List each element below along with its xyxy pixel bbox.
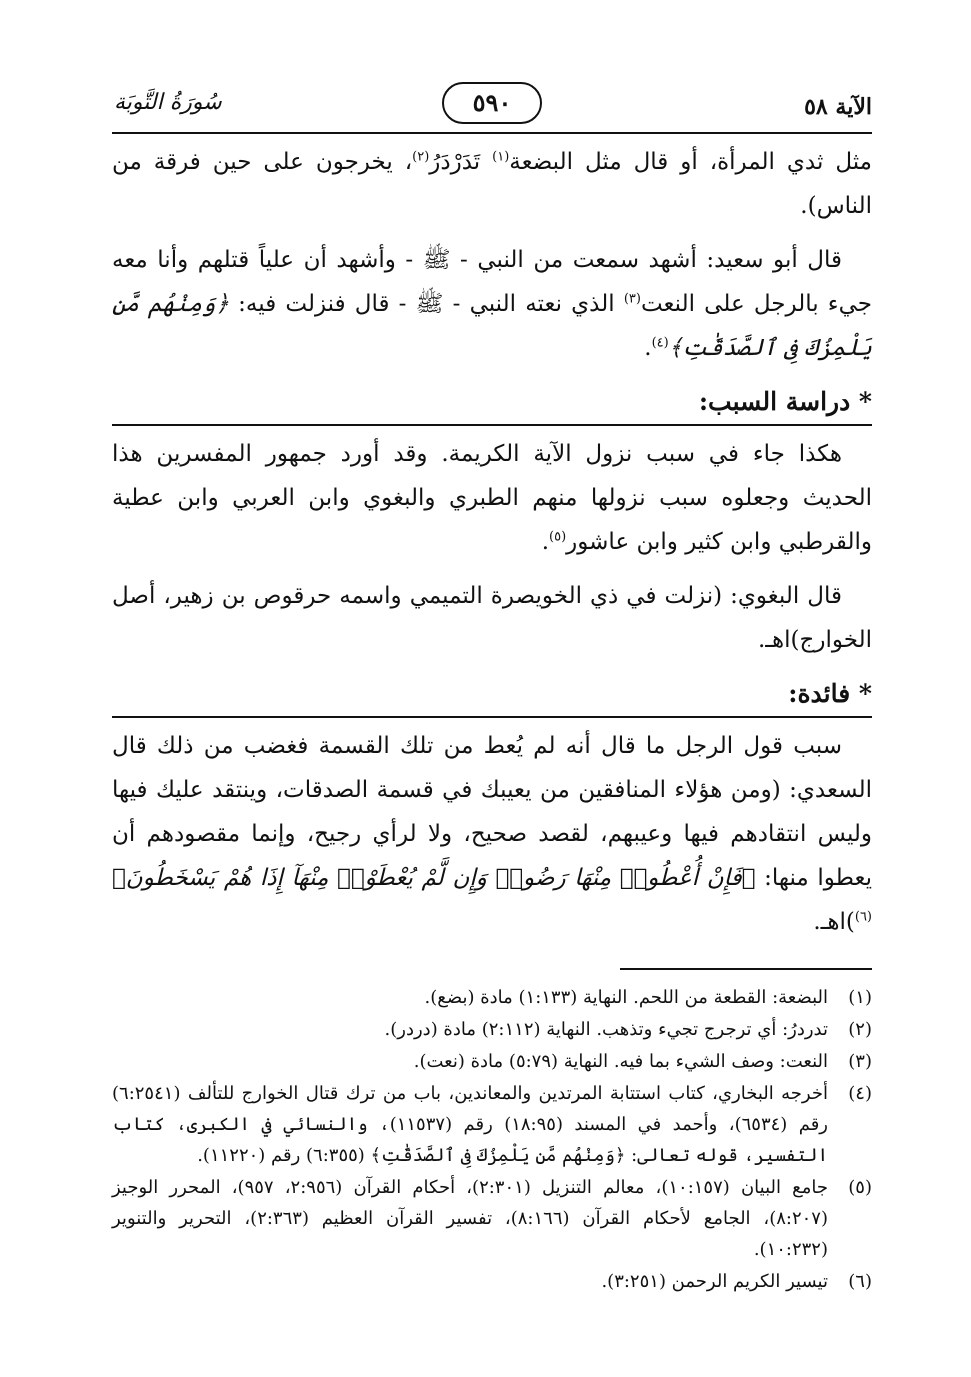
text-segment: مثل ثدي المرأة، أو قال مثل البضعة bbox=[509, 149, 873, 175]
footnote-ref[interactable]: (١) bbox=[492, 149, 510, 165]
paragraph bbox=[112, 238, 872, 370]
text-segment: ، يخرجون على حين فرقة من الناس). bbox=[112, 149, 872, 219]
paragraph: قال البغوي: (نزلت في ذي الخويصرة التميمي واسمه حرقوص بن زهير، أصل الخوارج)اهـ. bbox=[112, 583, 872, 653]
footnote bbox=[112, 982, 872, 1013]
footnote bbox=[112, 1078, 872, 1171]
footnote-number: (٦) bbox=[848, 1271, 872, 1292]
footnote-text: النعت: وصف الشيء بما فيه. النهاية (٥:٧٩) مادة (نعت). bbox=[413, 1051, 828, 1072]
paragraph bbox=[112, 724, 872, 944]
page-number: ٥٩٠ bbox=[442, 82, 542, 124]
text-segment: . bbox=[541, 529, 550, 555]
footnote bbox=[112, 1014, 872, 1045]
footnote-number: (٢) bbox=[848, 1019, 872, 1040]
footnote-ref[interactable]: (٤) bbox=[651, 335, 669, 351]
verse-label: الآية ٥٨ bbox=[804, 94, 872, 120]
footnotes bbox=[112, 982, 872, 1297]
paragraph bbox=[112, 432, 872, 564]
book-page bbox=[112, 74, 872, 1304]
footnote-ref[interactable]: (٣) bbox=[623, 291, 641, 307]
text-segment: )اهـ. bbox=[813, 909, 855, 935]
footnote-text: أخرجه البخاري، كتاب استتابة المرتدين والمعاندين، باب من ترك قتال الخوارج للتألف (٦:٢٥٤١) رقم (٦٥٣٤)، وأحمد في المسند (١٨:٩٥) رقم (١١٥٣٧)، والنسائي في الكبرى، كتاب التفسير، قوله تعالى: ﴿وَمِنْهُم مَّن يَلْمِزُكَ فِى ٱلصَّدَقَٰتِ﴾ (٦:٣٥٥) رقم (١١٢٢٠). bbox=[112, 1083, 828, 1166]
footnote-text: تيسير الكريم الرحمن (٣:٢٥١). bbox=[601, 1271, 828, 1292]
text-segment: . bbox=[644, 335, 652, 361]
footnote-number: (٤) bbox=[848, 1083, 872, 1104]
main-text bbox=[112, 140, 872, 944]
text-segment: قال أبو سعيد: أشهد سمعت من النبي - ﷺ - وأشهد أن علياً قتلهم وأنا معه جيء بالرجل على النعت bbox=[112, 247, 872, 317]
footnote bbox=[112, 1172, 872, 1265]
text-segment: الذي نعته النبي - ﷺ - قال فنزلت فيه: bbox=[229, 291, 624, 317]
text-segment: سبب قول الرجل ما قال أنه لم يُعط من تلك القسمة فغضب من ذلك قال السعدي: (ومن هؤلاء المنافقين من يعيبك في قسمة الصدقات، وينتقد عليك فيها وليس انتقادهم فيها وعيبهم، لقصد صحيح، ولا لرأي رجيح، وإنما مقصودهم أن يعطوا منها: bbox=[112, 733, 872, 891]
section-heading: * دراسة السبب: bbox=[698, 387, 872, 416]
footnote-number: (٣) bbox=[848, 1051, 872, 1072]
section-heading-wrap bbox=[112, 380, 872, 426]
footnote-text: تدردرُ: أي ترجرج تجيء وتذهب. النهاية (٢:١١٢) مادة (دردر). bbox=[384, 1019, 828, 1040]
footnote bbox=[112, 1266, 872, 1297]
footnote-number: (٥) bbox=[848, 1177, 872, 1198]
footnote-number: (١) bbox=[848, 987, 872, 1008]
paragraph bbox=[112, 140, 872, 228]
footnote-separator bbox=[620, 968, 872, 970]
text-segment: هكذا جاء في سبب نزول الآية الكريمة. وقد أورد جمهور المفسرين هذا الحديث وجعلوه سبب نزولها منهم الطبري والبغوي وابن العربي وابن عطية والقرطبي وابن كثير وابن عاشور bbox=[112, 441, 872, 555]
page-header bbox=[112, 74, 872, 134]
surah-name: سُورَةُ التَّوبَة bbox=[114, 90, 222, 115]
footnote-ref[interactable]: (٦) bbox=[854, 909, 872, 925]
footnote-ref[interactable]: (٢) bbox=[412, 149, 430, 165]
section-heading-wrap bbox=[112, 672, 872, 718]
footnote-ref[interactable]: (٥) bbox=[549, 529, 567, 545]
section-heading: * فائدة: bbox=[788, 679, 872, 708]
quran-verse: ﴿وَمِنْهُم مَّن يَلْمِزُكَ فِى ٱلصَّدَقَٰتِ﴾ bbox=[112, 291, 872, 361]
footnote-text: جامع البيان (١٠:١٥٧)، معالم التنزيل (٢:٣٠١)، أحكام القرآن (٢:٩٥٦، ٩٥٧)، المحرر الوجيز (٨:٢٠٧)، الجامع لأحكام القرآن (٨:١٦٦)، تفسير القرآن العظيم (٢:٣٦٣)، التحرير والتنوير (١٠:٢٣٢). bbox=[112, 1177, 828, 1260]
quran-verse: ﴿فَإِنْ أُعْطُوا۟ مِنْهَا رَضُوا۟ وَإِن لَّمْ يُعْطَوْا۟ مِنْهَآ إِذَا هُمْ يَسْخَطُونَ﴾ bbox=[112, 865, 756, 891]
text-segment: تَدَرْدَرُ bbox=[429, 149, 493, 175]
footnote bbox=[112, 1046, 872, 1077]
footnote-text: البضعة: القطعة من اللحم. النهاية (١:١٣٣) مادة (بضع). bbox=[424, 987, 828, 1008]
